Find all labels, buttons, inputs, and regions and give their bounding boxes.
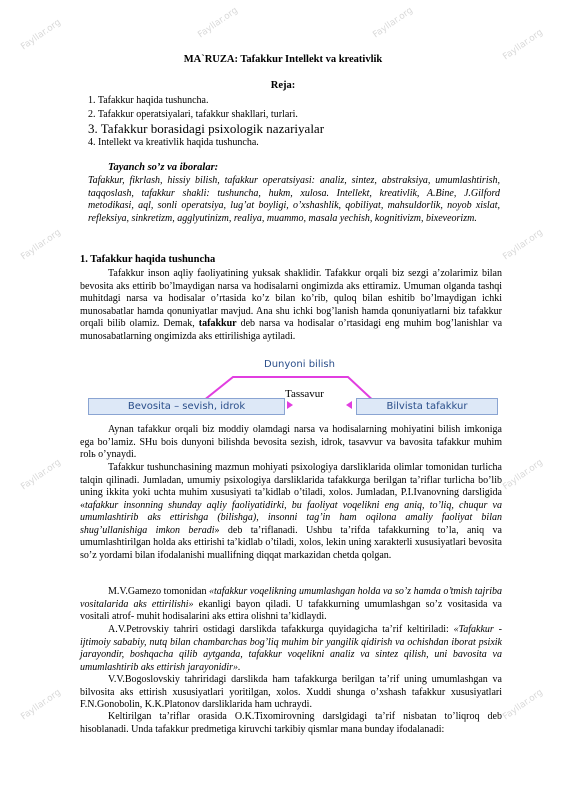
watermark: Fayllar.org (501, 27, 545, 63)
paragraph: Keltirilgan ta’riflar orasida O.K.Tixomirovning darslgidagi ta’rif nisbatan to’liqroq deb hisoblanadi. Unda tafakkur predmetiga kiruvchi tarkibiy qismlar mana bunday ifodalanadi: (80, 711, 502, 735)
bold-term: tafakkur (198, 318, 237, 329)
arrow-head-icon (346, 401, 352, 409)
paragraph: V.V.Bogoslovskiy tahriridagi darslikda ham tafakkurga berilgan ta’rif uning umumlashgan va bilvosita aks ettirish xususiyatlari yoritilgan, xolos. Xuddi shunga o’xshash tafakkur xususiyatlari F.N.Gonobolin, K.K.Platonov darsliklarida ham uchraydi. (80, 674, 502, 710)
plan-item: 3. Tafakkur borasidagi psixologik nazariyalar (88, 121, 325, 136)
watermark: Fayllar.org (19, 687, 63, 723)
text-run: Tafakkur tushunchasining mazmun mohiyati psixologiya darsliklarida olimlar tomonidan turlicha talqin qilinadi. Jumladan, umumiy psixologiya darsliklarida tafakkurga berilgan ta’riflar turlicha bo’lib uning ikkita yoki uchta muhim xususiyati ta’kidlab o’tiladi, xolos. Jumladan, P.I.Ivanovning darsligida « (80, 462, 502, 511)
text-run: A.V.Petrovskiy tahriri ostidagi darslikda tafakkurga quyidagicha ta’rif keltiriladi: (108, 624, 454, 635)
italic-quote: «tafakkur voqelikning umumlashgan holda va so’z hamda o’tmish tajriba vositalarida aks ettirilishi» (80, 586, 502, 610)
watermark: Fayllar.org (19, 457, 63, 493)
diagram-middle-label: Tassavur (285, 388, 324, 400)
diagram-top-label: Dunyoni bilish (264, 359, 335, 370)
italic-quote: tafakkur insonning shunday aqliy faoliyatidirki, bu faoliyat voqelikni eng aniq, to’liq, chuqur va umumlashtirib aks ettirishga (bilishga), insonni tag’in ham oqilona amaliy faoliyat bilan shug’ullanishiga imkon beradi (80, 499, 502, 536)
watermark: Fayllar.org (196, 5, 240, 41)
section-heading: 1. Tafakkur haqida tushuncha (80, 254, 216, 265)
text-run: Tafakkur inson aqliy faoliyatining yuksak shaklidir. Tafakkur orqali biz sezgi a’zolarimiz bilan bevosita aks ettirib bo’lmaydigan narsa va hodisalarni ongimizda aks ettiramiz. Umuman olganda tashqi muhitdagi narsa va hodisalar o’rtasida ko’z bilan ko’rib, quloq bilan eshitib bo’lmaydigan ichki munosabatlar hamda qonuniyatlar mavjud. Ana shu ichki bog’lanish hamda qonuniyatlarni biz tafakkur orqali bilib olamiz. Demak, (80, 268, 502, 329)
plan-heading: Reja: (270, 80, 296, 91)
diagram-right-box: Bilvista tafakkur (356, 398, 498, 415)
text-run: » deb ta’riflanadi. Ushbu ta’rifda tafakkurning to’la, aniq va umumlashtirilgan holda aks ettirishi ta’kidlab o’tiladi, xolos, lekin uning xarakterli xususiyatlari bevosita so’z yordami bilan ifodalanishi muallifning diqqat markazidan chetda qolgan. (80, 524, 502, 561)
plan-item: 4. Intellekt va kreativlik haqida tushuncha. (88, 137, 259, 148)
watermark: Fayllar.org (19, 227, 63, 263)
plan-list (88, 94, 324, 150)
paragraph (80, 462, 502, 562)
keywords-heading: Tayanch so’z va iboralar: (108, 162, 219, 173)
plan-item: 2. Tafakkur operatsiyalari, tafakkur shakllari, turlari. (88, 108, 298, 120)
plan-item: 1. Tafakkur haqida tushuncha. (88, 95, 209, 106)
watermark: Fayllar.org (19, 17, 63, 53)
text-run: ekanligi bayon qiladi. U tafakkurning umumlashgan so’z vositasida va vositali atrof- muhit hodisalarini aks ettira olishni ta’kidlaydi. (80, 598, 502, 622)
diagram-left-box: Bevosita – sevish, idrok (88, 398, 285, 415)
italic-quote: «Tafakkur - ijtimoiy sababiy, nutq bilan chambarchas bog’liq muhim bir yangilik qidirish va ochishdan iborat psixik jarayondir, boshqacha qilib aytganda, tafakkur voqelikni analiz va sintez qilish, uni bavosita va umumlashtirib aks ettirish jarayonidir». (80, 624, 502, 673)
keywords-text: Tafakkur, fikrlash, hissiy bilish, tafakkur operatsiyasi: analiz, sintez, abstraksiya, umumlashtirish, taqqoslash, tafakkur shakli: tushuncha, hukm, xulosa. Intellekt, kreativlik, A.Bine, J.Gilford metodikasi, aql, sonli operatsiya, lug’at boyligi, o’xshashlik, qobiliyat, mahsuldorlik, noyob xislat, refleksiya, sinkretizm, agglyutinizm, realiya, muammo, masala yechish, kognitivizm, bixeveorizm. (88, 175, 500, 224)
knowledge-diagram (88, 355, 498, 423)
paragraph: Aynan tafakkur orqali biz moddiy olamdagi narsa va hodisalarning mohiyatini bilish imkoniga ega bo’lamiz. SHu bois dunyoni bilishda bevosita sezish, idrok, tasavvur va bavosita tafakkur muhim rolь o’ynaydi. (80, 424, 502, 460)
watermark: Fayllar.org (501, 227, 545, 263)
text-run: M.V.Gamezo tomonidan (108, 586, 209, 597)
watermark: Fayllar.org (501, 457, 545, 493)
watermark: Fayllar.org (501, 687, 545, 723)
paragraph (80, 624, 502, 674)
paragraph (80, 586, 502, 624)
paragraph (80, 268, 502, 343)
page-title: MA`RUZA: Tafakkur Intellekt va kreativlik (183, 54, 383, 65)
arrow-head-icon (287, 401, 293, 409)
text-run: deb narsa va hodisalar o’rtasidagi eng muhim bog’lanishlar va munosabatlarning ongimizda aks ettirilishiga aytiladi. (80, 318, 503, 342)
watermark: Fayllar.org (371, 5, 415, 41)
